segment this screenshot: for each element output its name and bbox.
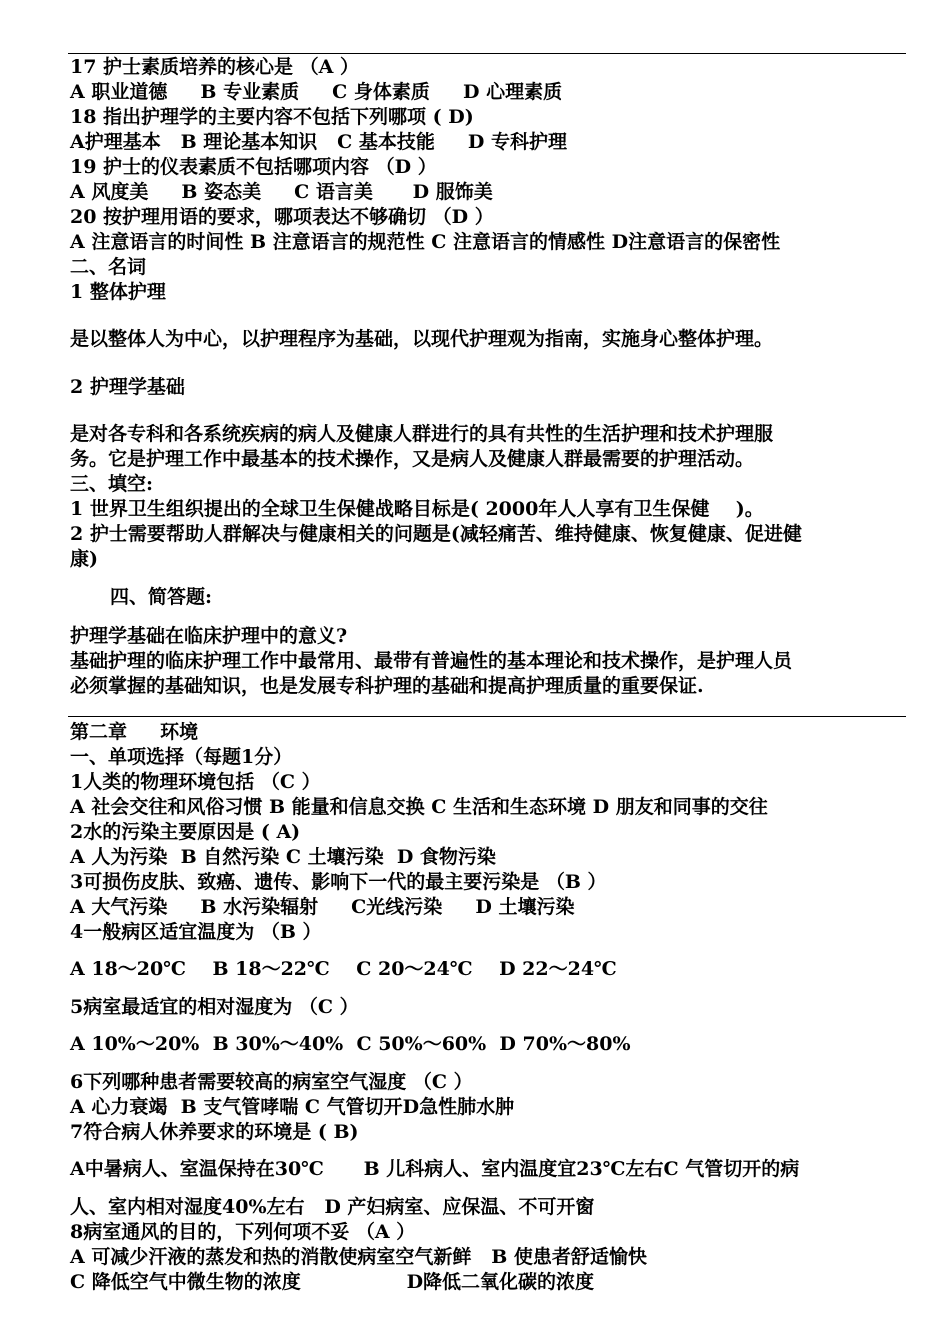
question-18-options: A护理基本 B 理论基本知识 C 基本技能 D 专科护理 [70, 131, 568, 153]
question-8-options-line-1: A 可减少汗液的蒸发和热的消散使病室空气新鲜 B 使患者舒适愉快 [70, 1246, 647, 1268]
fill-in-2-line-2: 康) [70, 548, 98, 570]
question-3: 3可损伤皮肤、致癌、遗传、影响下一代的最主要污染是 （B ） [70, 871, 607, 893]
term-2-title: 2 护理学基础 [70, 376, 185, 398]
term-2-definition-line-1: 是对各专科和各系统疾病的病人及健康人群进行的具有共性的生活护理和技术护理服 [70, 423, 774, 445]
question-8: 8病室通风的目的，下列何项不妥 （A ） [70, 1221, 416, 1243]
question-18: 18 指出护理学的主要内容不包括下列哪项 ( D) [70, 106, 474, 128]
question-5-options: A 10%～20% B 30%～40% C 50%～60% D 70%～80% [70, 1033, 631, 1055]
short-answer-line-1: 基础护理的临床护理工作中最常用、最带有普遍性的基本理论和技术操作，是护理人员 [70, 650, 793, 672]
short-answer-question: 护理学基础在临床护理中的意义? [70, 625, 348, 647]
short-answer-line-2: 必须掌握的基础知识，也是发展专科护理的基础和提高护理质量的重要保证. [70, 675, 704, 697]
question-3-options: A 大气污染 B 水污染辐射 C光线污染 D 土壤污染 [70, 896, 575, 918]
fill-in-1: 1 世界卫生组织提出的全球卫生保健战略目标是( 2000年人人享有卫生保健 )。 [70, 498, 764, 520]
section-divider-top [68, 53, 906, 54]
question-19-options: A 风度美 B 姿态美 C 语言美 D 服饰美 [70, 181, 493, 203]
question-20-options: A 注意语言的时间性 B 注意语言的规范性 C 注意语言的情感性 D注意语言的保密性 [70, 231, 781, 253]
question-7-options-line-1: A中暑病人、室温保持在30℃ B 儿科病人、室内温度宜23℃左右C 气管切开的病 [70, 1158, 800, 1180]
chapter-title: 第二章 环境 [70, 721, 199, 743]
question-8-options-line-2: C 降低空气中微生物的浓度 D降低二氧化碳的浓度 [70, 1271, 595, 1293]
section-heading-single-choice: 一、单项选择（每题1分） [70, 746, 293, 768]
question-1-options: A 社会交往和风俗习惯 B 能量和信息交换 C 生活和生态环境 D 朋友和同事的交往 [70, 796, 768, 818]
question-17-options: A 职业道德 B 专业素质 C 身体素质 D 心理素质 [70, 81, 563, 103]
section-divider-chapter [68, 716, 906, 717]
section-heading-terms: 二、名词 [70, 256, 147, 278]
question-19: 19 护士的仪表素质不包括哪项内容 （D ） [70, 156, 437, 178]
question-20: 20 按护理用语的要求，哪项表达不够确切 （D ） [70, 206, 494, 228]
question-7-options-line-2: 人、室内相对湿度40%左右 D 产妇病室、应保温、不可开窗 [70, 1196, 595, 1218]
term-1-definition: 是以整体人为中心，以护理程序为基础，以现代护理观为指南，实施身心整体护理。 [70, 328, 774, 350]
question-4-options: A 18～20℃ B 18～22℃ C 20～24℃ D 22～24℃ [70, 958, 617, 980]
section-heading-fill-in: 三、填空: [70, 473, 154, 495]
question-6: 6下列哪种患者需要较高的病室空气湿度 （C ） [70, 1071, 473, 1093]
question-1: 1人类的物理环境包括 （C ） [70, 771, 321, 793]
question-2: 2水的污染主要原因是 ( A) [70, 821, 301, 843]
question-17: 17 护士素质培养的核心是 （A ） [70, 56, 360, 78]
term-1-title: 1 整体护理 [70, 281, 166, 303]
term-2-definition-line-2: 务。它是护理工作中最基本的技术操作，又是病人及健康人群最需要的护理活动。 [70, 448, 755, 470]
section-heading-short-answer: 四、简答题: [110, 586, 213, 608]
question-4: 4一般病区适宜温度为 （B ） [70, 921, 322, 943]
question-5: 5病室最适宜的相对湿度为 （C ） [70, 996, 359, 1018]
question-2-options: A 人为污染 B 自然污染 C 土壤污染 D 食物污染 [70, 846, 496, 868]
question-7: 7符合病人休养要求的环境是 ( B) [70, 1121, 359, 1143]
question-6-options: A 心力衰竭 B 支气管哮喘 C 气管切开D急性肺水肿 [70, 1096, 515, 1118]
fill-in-2-line-1: 2 护士需要帮助人群解决与健康相关的问题是(减轻痛苦、维持健康、恢复健康、促进健 [70, 523, 802, 545]
